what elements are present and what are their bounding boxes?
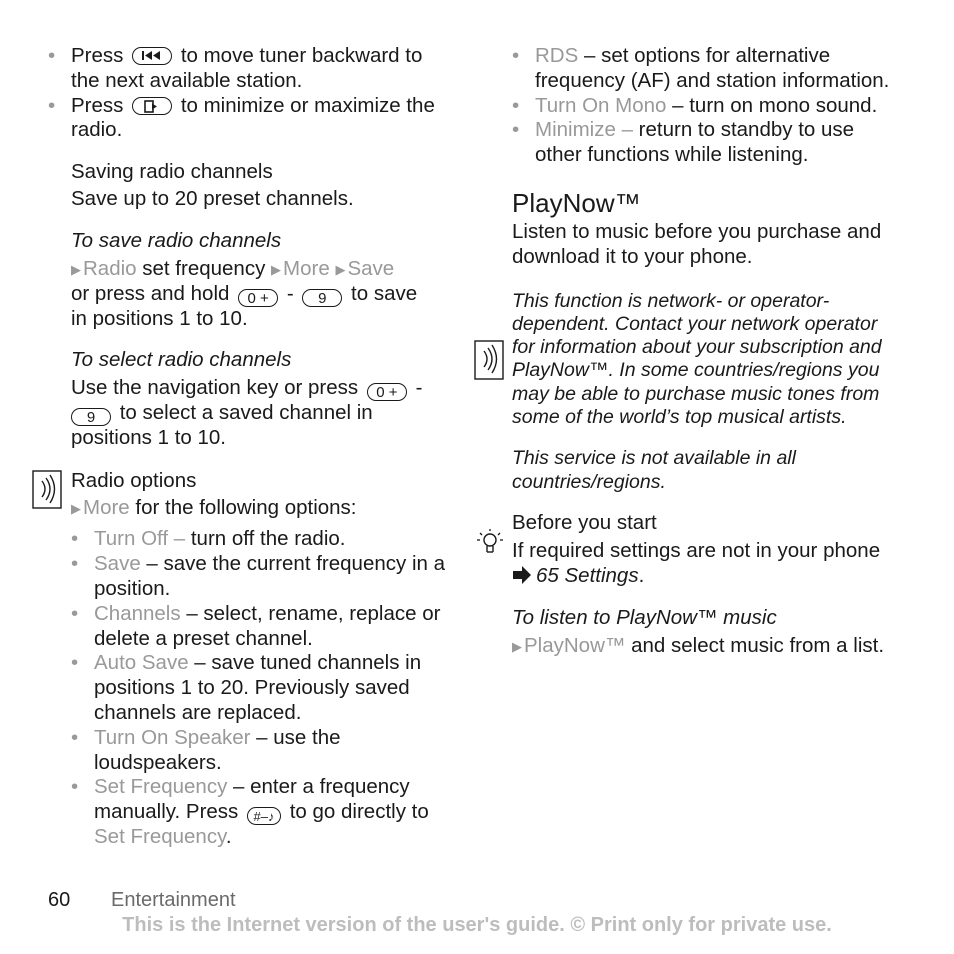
radio-options-list (48, 527, 448, 850)
arrow-right-icon: ▶ (271, 261, 282, 277)
list-item: • Turn On Mono – turn on mono sound. (512, 94, 902, 119)
zero-plus-key-icon: 0 + (238, 289, 278, 307)
before-heading: Before you start (512, 510, 657, 534)
radio-options-heading: Radio options (71, 468, 197, 492)
list-item: • Minimize – return to standby to use other functions while listening. (512, 118, 902, 168)
internet-version-notice: This is the Internet version of the user's guide. © Print only for private use. (122, 914, 832, 936)
skip-backward-key-icon (132, 47, 172, 65)
left-column (48, 44, 448, 850)
note-icon (474, 340, 506, 386)
page-number: 60 (48, 889, 71, 911)
right-column (512, 44, 902, 660)
arrow-right-icon: ▶ (512, 639, 522, 655)
list-item: • RDS – set options for alternative frequency (AF) and station information. (512, 44, 902, 94)
radio-options-intro: ▶More for the following options: (71, 496, 448, 522)
network-note: This function is network- or operator-dependent. Contact your network operator for information about your subscription and PlayNow™. In some countries/regions you may be able to purchase music tones from some of the world’s top musical artists. (512, 289, 882, 429)
to-save-heading: To save radio channels (71, 228, 282, 252)
list-item: • Auto Save – save tuned channels in positions 1 to 20. Previously saved channels are replaced. (71, 651, 448, 725)
radio-options-list-continued (512, 44, 902, 168)
to-save-steps: ▶Radio set frequency ▶More ▶Save or press and hold 0 + - 9 to save in positions 1 to 10. (71, 256, 418, 331)
list-item: • Turn Off – turn off the radio. (71, 527, 448, 552)
saving-body: Save up to 20 preset channels. (71, 186, 354, 210)
before-body: If required settings are not in your phone 65 Settings. (512, 539, 902, 591)
nine-key-icon: 9 (71, 408, 111, 426)
to-select-steps: Use the navigation key or press 0 + - 9 to select a saved channel in positions 1 to 10. (71, 375, 423, 449)
tip-note: This service is not available in all countries/regions. (512, 447, 796, 493)
section-name: Entertainment (111, 889, 236, 911)
list-item: • Press to move tuner backward to the next available station. (48, 44, 448, 94)
to-select-heading: To select radio channels (71, 348, 292, 372)
list-item: • Press to minimize or maximize the radio. (48, 94, 448, 144)
reference-arrow-icon (512, 566, 532, 591)
lightbulb-tip-icon (476, 527, 504, 563)
hash-key-icon: #–♪ (247, 807, 281, 825)
arrow-right-icon: ▶ (71, 261, 81, 277)
list-item: • Set Frequency – enter a frequency manually. Press #–♪ to go directly to Set Frequency. (71, 775, 448, 850)
playnow-body: Listen to music before you purchase and download it to your phone. (512, 219, 882, 268)
playnow-heading: PlayNow™ (512, 187, 641, 218)
arrow-right-icon: ▶ (335, 261, 346, 277)
tuner-bullets (48, 44, 448, 143)
minimize-key-icon (132, 97, 172, 115)
nine-key-icon: 9 (302, 289, 342, 307)
saving-heading: Saving radio channels (71, 160, 273, 184)
note-icon (32, 470, 64, 516)
list-item: • Turn On Speaker – use the loudspeakers. (71, 726, 448, 776)
listen-heading: To listen to PlayNow™ music (512, 606, 777, 630)
list-item: • Channels – select, rename, replace or delete a preset channel. (71, 602, 448, 652)
list-item: • Save – save the current frequency in a position. (71, 552, 448, 602)
listen-steps: ▶PlayNow™ and select music from a list. (512, 634, 902, 660)
zero-plus-key-icon: 0 + (367, 383, 407, 401)
arrow-right-icon: ▶ (71, 500, 81, 516)
